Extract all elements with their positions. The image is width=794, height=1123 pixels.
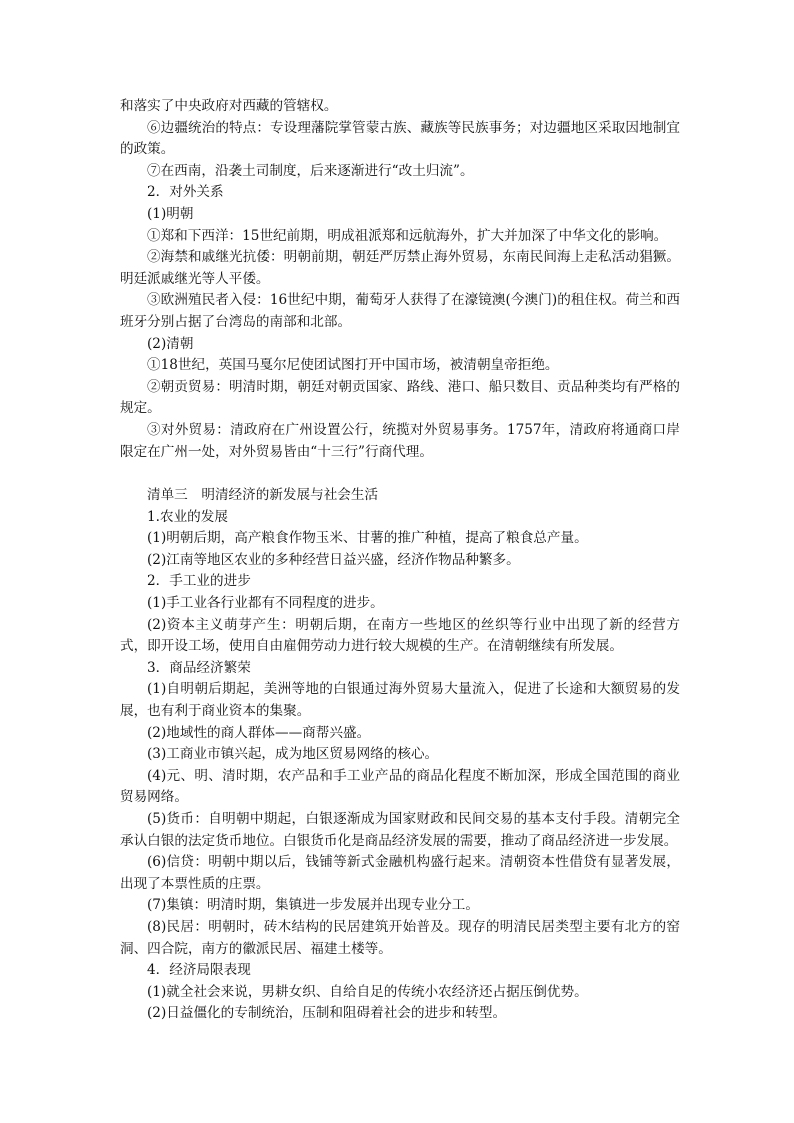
paragraph: (2)日益僵化的专制统治，压制和阻碍着社会的进步和转型。 (147, 1005, 507, 1022)
spacer (120, 463, 680, 485)
paragraph: 和落实了中央政府对西藏的管辖权。 (120, 98, 338, 114)
paragraph: ①郑和下西洋：15世纪前期，明成祖派郑和远航海外，扩大并加深了中华文化的影响。 (147, 227, 668, 244)
paragraph: (1)就全社会来说，男耕女织、自给自足的传统小农经济还占据压倒优势。 (147, 983, 588, 1000)
paragraph: (1)自明朝后期起，美洲等地的白银通过海外贸易大量流入，促进了长途和大额贸易的发展，也有利于商业资本的集聚。 (120, 681, 680, 720)
paragraph: (2)江南等地区农业的多种经营日益兴盛，经济作物品种繁多。 (147, 551, 520, 568)
paragraph: ①18世纪，英国马戛尔尼使团试图打开中国市场，被清朝皇帝拒绝。 (147, 357, 559, 374)
paragraph: (8)民居：明朝时，砖木结构的民居建筑开始普及。现存的明清民居类型主要有北方的窑洞、四合院，南方的徽派民居、福建土楼等。 (120, 918, 680, 957)
paragraph: (1)手工业各行业都有不同程度的进步。 (147, 595, 384, 612)
paragraph: (6)信贷：明朝中期以后，钱铺等新式金融机构盛行起来。清朝资本性借贷有显著发展，出现了本票性质的庄票。 (120, 854, 680, 892)
paragraph: (2)地域性的商人群体——商帮兴盛。 (147, 724, 371, 741)
paragraph: ②海禁和戚继光抗倭：明朝前期，朝廷严厉禁止海外贸易，东南民间海上走私活动猖獗。明廷派戚继光等人平倭。 (120, 249, 680, 287)
paragraph: (7)集镇：明清时期，集镇进一步发展并出现专业分工。 (147, 897, 479, 914)
paragraph: ③欧洲殖民者入侵：16世纪中期，葡萄牙人获得了在濠镜澳(今澳门)的租住权。荷兰和西班牙分别占据了台湾岛的南部和北部。 (120, 292, 680, 330)
paragraph: ②朝贡贸易：明清时期，朝廷对朝贡国家、路线、港口、船只数目、贡品种类均有严格的规定。 (120, 378, 680, 417)
paragraph: (2)资本主义萌芽产生：明朝后期，在南方一些地区的丝织等行业中出现了新的经营方式，即开设工场，使用自由雇佣劳动力进行较大规模的生产。在清朝继续有所发展。 (120, 616, 680, 655)
paragraph: ③对外贸易：清政府在广州设置公行，统揽对外贸易事务。1757年，清政府将通商口岸限定在广州一处，对外贸易皆由“十三行”行商代理。 (120, 421, 680, 460)
paragraph: (4)元、明、清时期，农产品和手工业产品的商品化程度不断加深，形成全国范围的商业贸易网络。 (120, 767, 680, 806)
subsection-heading: (2)清朝 (147, 335, 194, 352)
document-page (120, 96, 680, 1025)
section-heading: 2．对外关系 (147, 184, 224, 201)
paragraph: (5)货币：自明朝中期起，白银逐渐成为国家财政和民间交易的基本支付手段。清朝完全承认白银的法定货币地位。白银货币化是商品经济发展的需要，推动了商品经济进一步发展。 (120, 811, 680, 849)
paragraph: ⑦在西南，沿袭土司制度，后来逐渐进行“改土归流”。 (147, 162, 474, 179)
section-heading: 4．经济局限表现 (147, 962, 251, 979)
subsection-heading: (1)明朝 (147, 205, 194, 222)
chapter-heading: 清单三 明清经济的新发展与社会生活 (147, 487, 379, 504)
paragraph: (3)工商业市镇兴起，成为地区贸易网络的核心。 (147, 746, 439, 763)
paragraph: (1)明朝后期，高产粮食作物玉米、甘薯的推广种植，提高了粮食总产量。 (147, 530, 588, 547)
section-heading: 1.农业的发展 (147, 508, 228, 525)
section-heading: 3．商品经济繁荣 (147, 659, 251, 676)
paragraph: ⑥边疆统治的特点：专设理藩院掌管蒙古族、藏族等民族事务；对边疆地区采取因地制宜的政策。 (120, 119, 680, 158)
section-heading: 2．手工业的进步 (147, 573, 251, 590)
